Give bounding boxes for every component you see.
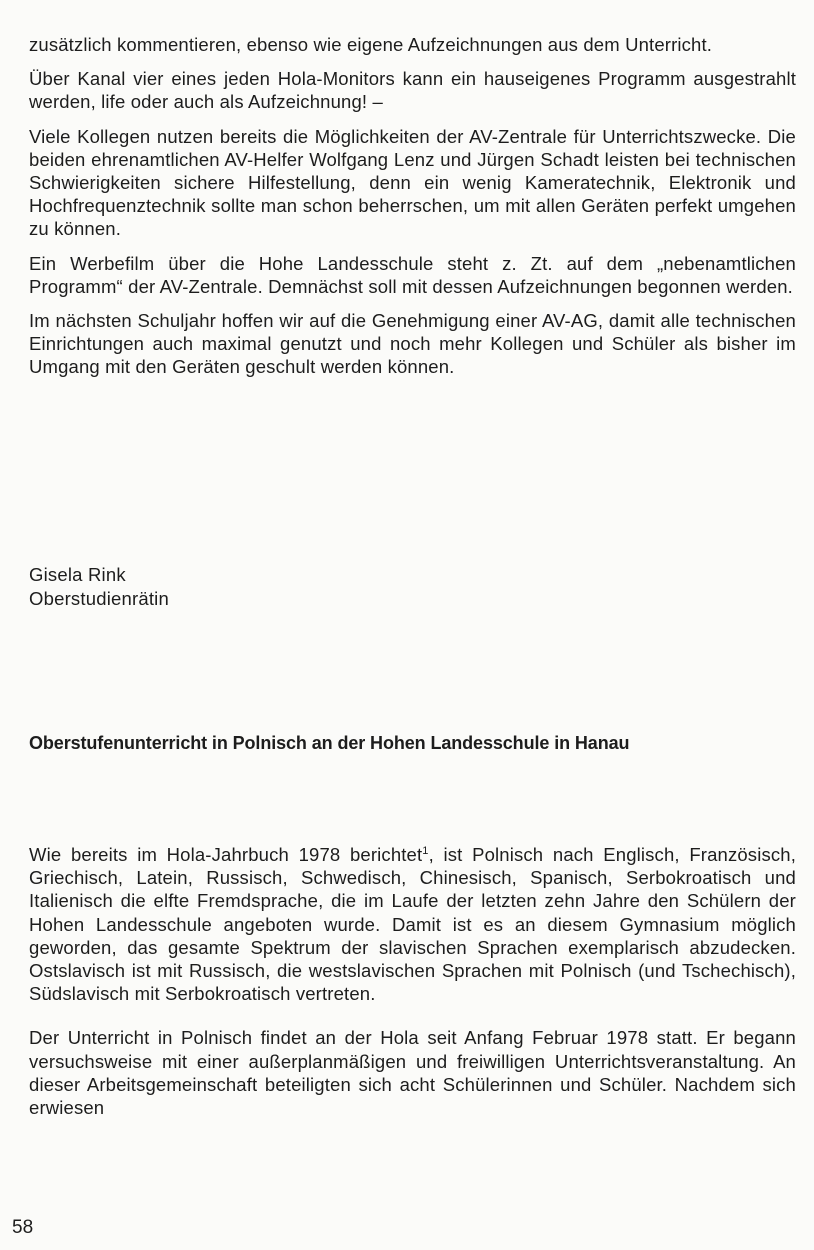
- paragraph-colleagues: Viele Kollegen nutzen bereits die Möglichkeiten der AV-Zentrale für Unterrichtszwecke. Die beiden ehrenamtlichen AV-Helfer Wolfgang Lenz und Jürgen Schadt leisten bei technischen Schwierigkeiten sichere Hilfestellung, denn ein wenig Kameratechnik, Elektronik und Hochfrequenztechnik sollte man schon beherrschen, um mit allen Geräten perfekt umgehen zu können.: [29, 125, 796, 240]
- article-body: [29, 843, 796, 1119]
- author-signature: [29, 563, 169, 611]
- footnote-marker: 1: [422, 844, 429, 857]
- article-heading: Oberstufenunterricht in Polnisch an der Hohen Landesschule in Hanau: [29, 733, 630, 753]
- paragraph-av-ag: Im nächsten Schuljahr hoffen wir auf die Genehmigung einer AV-AG, damit alle technischen Einrichtungen auch maximal genutzt und noch mehr Kollegen und Schüler als bisher im Umgang mit den Geräten geschult werden können.: [29, 310, 796, 378]
- intro-text-before-footnote: Wie bereits im Hola-Jahrbuch 1978 berichtet: [29, 844, 423, 865]
- paragraph-continuation: zusätzlich kommentieren, ebenso wie eigene Aufzeichnungen aus dem Unterricht.: [29, 34, 713, 55]
- intro-text-after-footnote: , ist Polnisch nach Englisch, Französisch, Griechisch, Latein, Russisch, Schwedisch, Chinesisch, Spanisch, Serbokroatisch und Italienisch die elfte Fremdsprache, die im Laufe der letzten zehn Jahre den Schülern der Hohen Landesschule angeboten wurde. Damit ist es an diesem Gymnasium möglich geworden, das gesamte Spektrum der slavischen Sprachen exemplarisch abzudecken. Ostslavisch ist mit Russisch, die westslavischen Sprachen mit Polnisch (und Tschechisch), Südslavisch mit Serbokroatisch vertreten.: [29, 844, 796, 1005]
- paragraph-lessons: Der Unterricht in Polnisch findet an der Hola seit Anfang Februar 1978 statt. Er begann versuchsweise mit einer außerplanmäßigen und freiwilligen Unterrichtsveranstaltung. An dieser Arbeitsgemeinschaft beteiligten sich acht Schülerinnen und Schüler. Nachdem sich erwiesen: [29, 1027, 796, 1119]
- paragraph-promo-film: Ein Werbefilm über die Hohe Landesschule steht z. Zt. auf dem „nebenamtlichen Programm“ der AV-Zentrale. Demnächst soll mit dessen Aufzeichnungen begonnen werden.: [29, 252, 796, 297]
- continued-article-body: [29, 33, 796, 379]
- author-name: Gisela Rink: [29, 564, 126, 585]
- page-number: 58: [12, 1217, 34, 1238]
- paragraph-intro: [29, 843, 796, 1005]
- paragraph-channel-four: Über Kanal vier eines jeden Hola-Monitors kann ein hauseigenes Programm ausgestrahlt werden, life oder auch als Aufzeichnung! –: [29, 68, 796, 113]
- author-title: Oberstudienrätin: [29, 588, 169, 609]
